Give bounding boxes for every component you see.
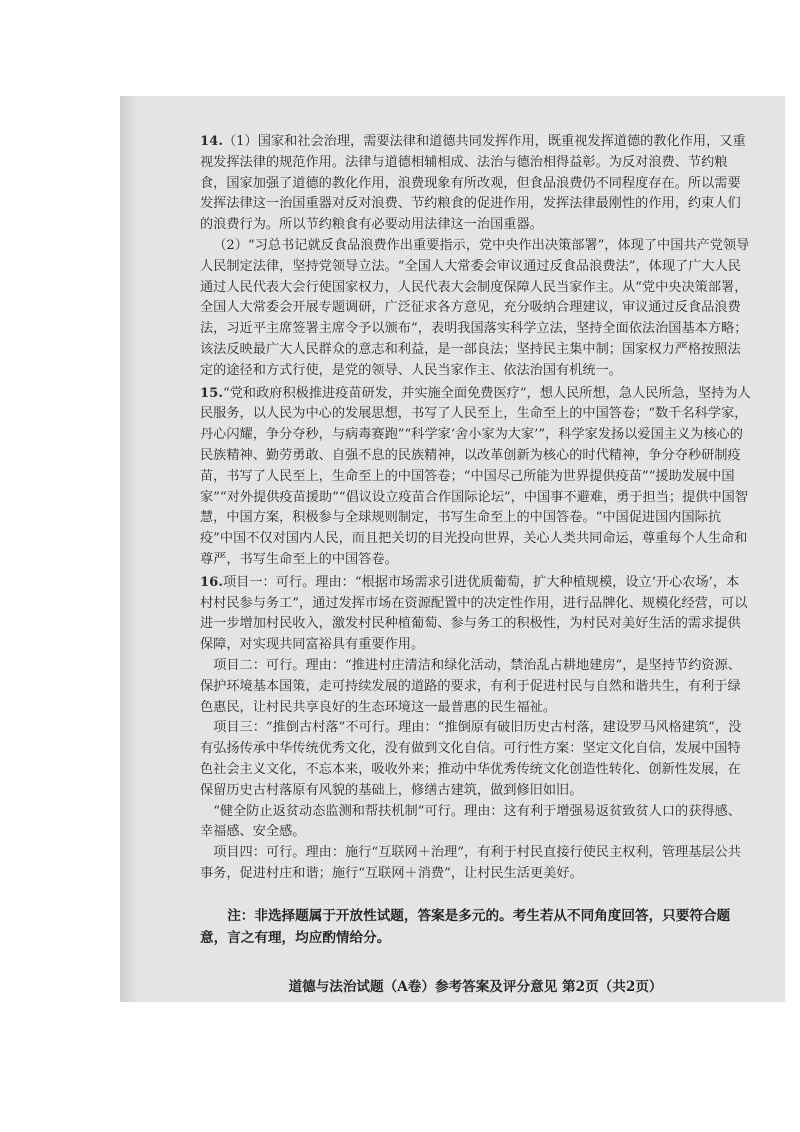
q16-project3: 项目三：“推倒古村落”不可行。理由：“推倒原有破旧历史古村落，建设罗马风格建筑”，没有弘扬传承中华传统优秀文化，没有做到文化自信。可行性方案：坚定文化自信，发展中国特色社会主义文化，不忘本来，吸收外来；推动中华优秀传统文化创造性转化、创新性发展，在保留历史古村落原有风貌的基础上，修缮古建筑，做到修旧如旧。	[200, 720, 742, 798]
q16-number: 16.	[200, 574, 223, 590]
q16-project3-extra: “健全防止返贫动态监测和帮扶机制”可行。理由：这有利于增强易返贫致贫人口的获得感、幸福感、安全感。	[200, 803, 741, 840]
q15-body	[200, 384, 751, 571]
question-16-answer	[200, 573, 751, 885]
q14-part1-text: （1）国家和社会治理，需要法律和道德共同发挥作用，既重视发挥道德的教化作用，又重视发挥法律的规范作用。法律与道德相辅相成、法治与德治相得益彰。为反对浪费、节约粮食，国家加强了道德的教化作用，浪费现象有所改观，但食品浪费仍不同程度存在。所以需要发挥法律这一治国重器对反对浪费、节约粮食的促进作用，发挥法律最刚性的作用，约束人们的浪费行为。所以节约粮食有必要动用法律这一治国重器。	[200, 134, 746, 233]
question-14-answer	[200, 132, 751, 382]
scoring-note: 注：非选择题属于开放性试题，答案是多元的。考生若从不同角度回答，只要符合题意，言之有理，均应酌情给分。	[200, 907, 731, 946]
question-15-answer	[200, 384, 751, 571]
q16-project1-text: 项目一：可行。理由：“根据市场需求引进优质葡萄，扩大种植规模，设立‘开心农场’，本村村民参与务工”，通过发挥市场在资源配置中的决定性作用，进行品牌化、规模化经营，可以进一步增加村民收入，激发村民种植葡萄、参与务工的积极性，为村民对美好生活的需求提供保障，对实现共同富裕具有重要作用。	[200, 574, 748, 653]
q14-number: 14.	[200, 134, 223, 149]
scan-shadow	[120, 96, 138, 1002]
page-footer: 道德与法治试题（A卷）参考答案及评分意见 第2页（共2页）	[288, 978, 663, 995]
q16-project1	[200, 573, 751, 656]
q14-part1	[200, 132, 751, 236]
q16-project4: 项目四：可行。理由：施行“互联网＋治理”，有利于村民直接行使民主权利，管理基层公共事务，促进村庄和谐；施行“互联网＋消费”，让村民生活更美好。	[200, 845, 741, 881]
q15-text: “党和政府积极推进疫苗研发，并实施全面免费医疗”，想人民所想，急人民所急，坚持为人民服务，以人民为中心的发展思想，书写了人民至上，生命至上的中国答卷；“数千名科学家，丹心闪耀，争分夺秒，与病毒赛跑”“科学家‘舍小家为大家’”，科学家发扬以爱国主义为核心的民族精神、勤劳勇敢、自强不息的民族精神，以改革创新为核心的时代精神，争分夺秒研制疫苗，书写了人民至上，生命至上的中国答卷；“中国尽己所能为世界提供疫苗”“援助发展中国家”“对外提供疫苗援助”“倡议设立疫苗合作国际论坛”，中国事不避难，勇于担当；提供中国智慧，中国方案，积极参与全球规则制定，书写生命至上的中国答卷。“中国促进国内国际抗疫”中国不仅对国内人民，而且把关切的目光投向世界，关心人类共同命运，尊重每个人生命和尊严，书写生命至上的中国答卷。	[200, 385, 751, 567]
scanned-page	[120, 96, 785, 1002]
q16-project2: 项目二：可行。理由：“推进村庄清洁和绿化活动，禁治乱占耕地建房”，是坚持节约资源、保护环境基本国策，走可持续发展的道路的要求，有利于促进村民与自然和谐共生，有利于绿色惠民，让村民共享良好的生态环境这一最普惠的民生福祉。	[200, 657, 741, 715]
q15-number: 15.	[200, 385, 223, 401]
q14-part2: （2）“习总书记就反食品浪费作出重要指示，党中央作出决策部署”，体现了中国共产党领导人民制定法律，坚持党领导立法。“全国人大常委会审议通过反食品浪费法”，体现了广大人民通过人民代表大会行使国家权力，人民代表大会制度保障人民当家作主。从“党中央决策部署，全国人大常委会开展专题调研，广泛征求各方意见，充分吸纳合理建议，审议通过反食品浪费法，习近平主席签署主席令予以颁布”，表明我国落实科学立法，坚持全面依法治国基本方略；该法反映最广大人民群众的意志和利益，是一部良法；坚持民主集中制；国家权力严格按照法定的途径和方式行使，是党的领导、人民当家作主、依法治国有机统一。	[200, 237, 750, 378]
